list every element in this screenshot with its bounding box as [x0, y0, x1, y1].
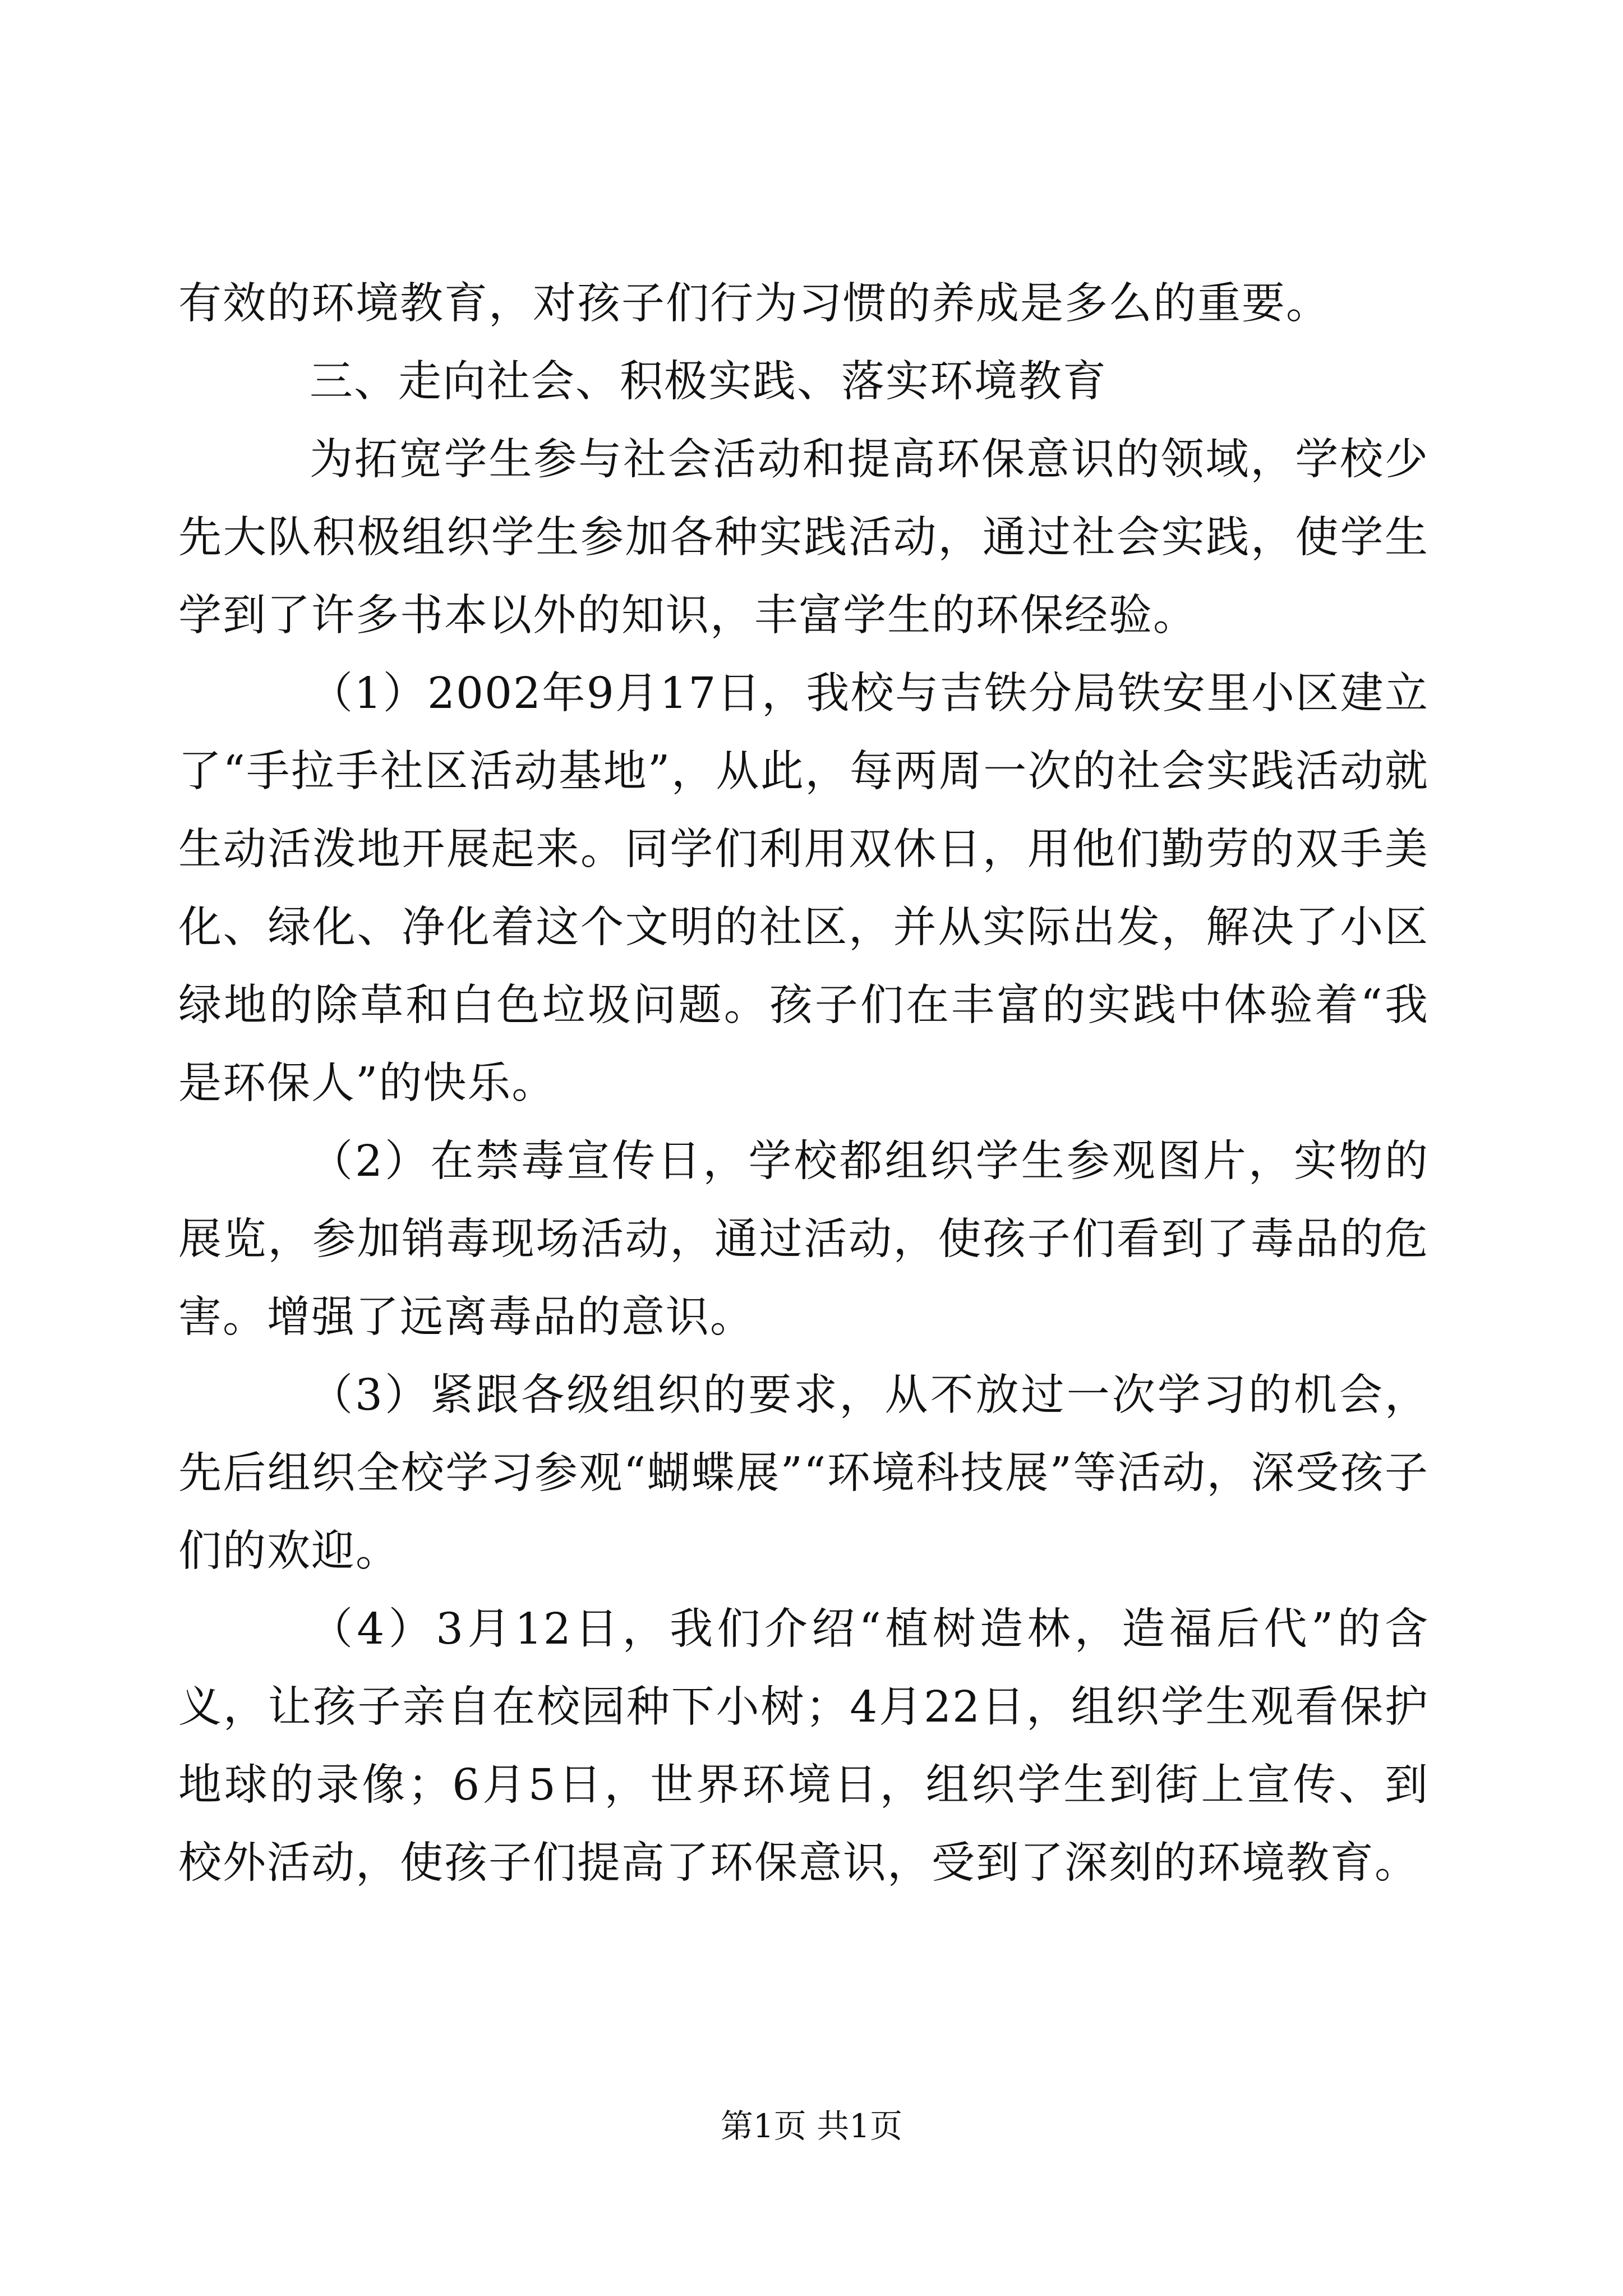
paragraph-item-2: （2）在禁毒宣传日，学校都组织学生参观图片，实物的展览，参加销毒现场活动，通过活动，使孩子们看到了毒品的危害。增强了远离毒品的意识。: [178, 1137, 1429, 1342]
paragraph-item-1: （1）2002年9月17日，我校与吉铁分局铁安里小区建立了“手拉手社区活动基地”，从此，每两周一次的社会实践活动就生动活泼地开展起来。同学们利用双休日，用他们勤劳的双手美化、绿化、净化着这个文明的社区，并从实际出发，解决了小区绿地的除草和白色垃圾问题。孩子们在丰富的实践中体验着“我是环保人”的快乐。: [178, 669, 1429, 1108]
page-footer: 第1页 共1页: [720, 2107, 903, 2145]
paragraph-continuation: 有效的环境教育，对孩子们行为习惯的养成是多么的重要。: [178, 279, 1330, 329]
paragraph-item-3: （3）紧跟各级组织的要求，从不放过一次学习的机会，先后组织全校学习参观“蝴蝶展”“环境科技展”等活动，深受孩子们的欢迎。: [178, 1370, 1429, 1576]
document-body: [178, 265, 1429, 1902]
section-heading: 三、走向社会、积极实践、落实环境教育: [310, 357, 1107, 407]
paragraph-item-4: （4）3月12日，我们介绍“植树造林，造福后代”的含义，让孩子亲自在校园种下小树；4月22日，组织学生观看保护地球的录像；6月5日，世界环境日，组织学生到街上宣传、到校外活动，使孩子们提高了环保意识，受到了深刻的环境教育。: [178, 1604, 1429, 1888]
paragraph-intro: 为拓宽学生参与社会活动和提高环保意识的领域，学校少先大队积极组织学生参加各种实践活动，通过社会实践，使学生学到了许多书本以外的知识，丰富学生的环保经验。: [178, 435, 1429, 641]
